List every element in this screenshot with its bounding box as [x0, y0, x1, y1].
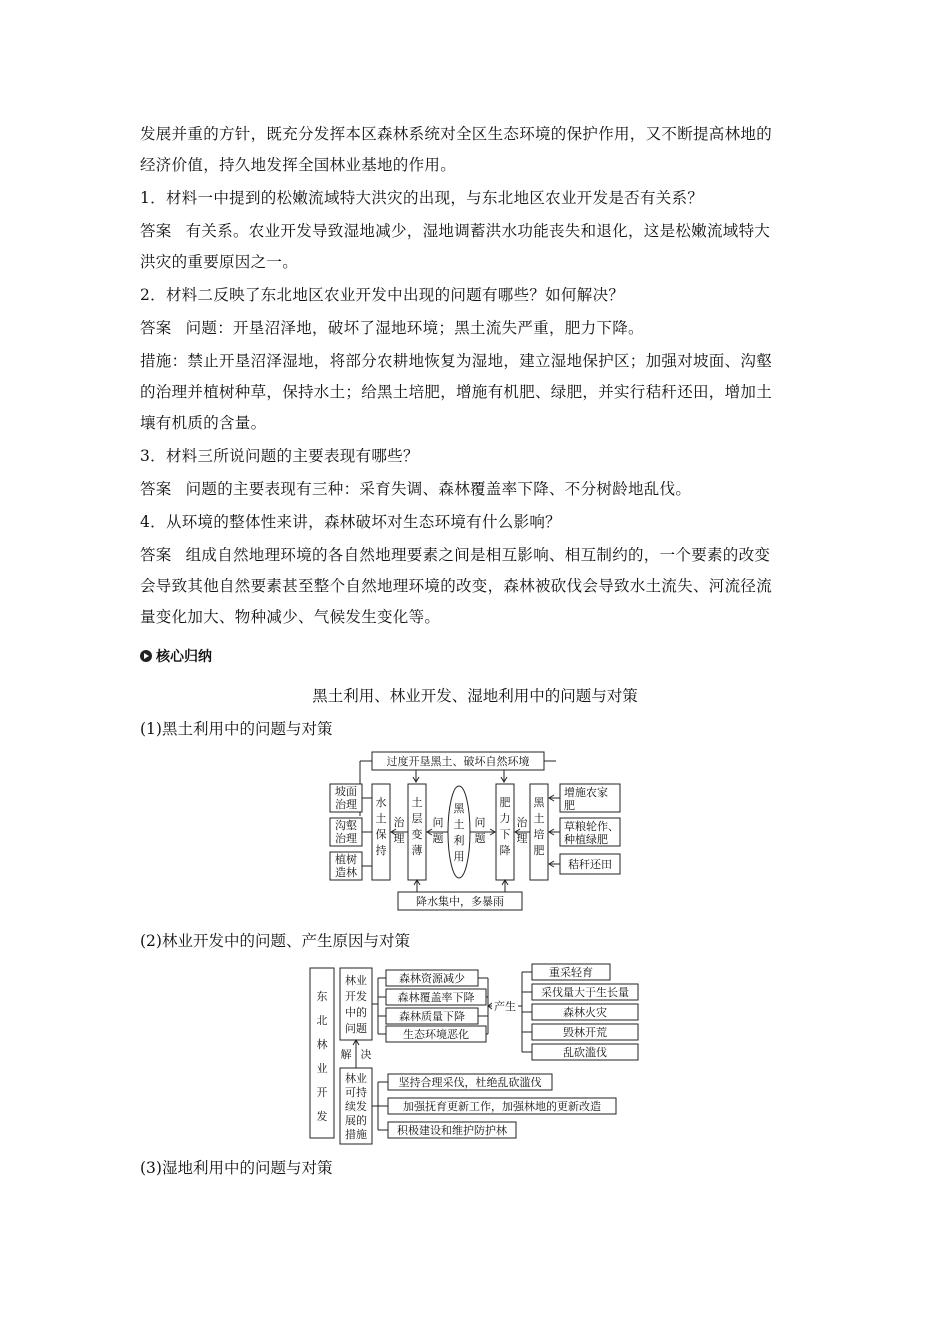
vert-char: 土	[375, 812, 387, 825]
vert-char: 问	[474, 816, 486, 829]
problem-text: 森林覆盖率下降	[397, 991, 475, 1004]
subheading-3: (3)湿地利用中的问题与对策	[140, 1159, 333, 1177]
answer-4	[140, 543, 812, 567]
right-item-line: 肥	[564, 799, 575, 812]
answer-4-cont: 会导致其他自然要素甚至整个自然地理环境的改变，森林被砍伐会导致水土流失、河流径流	[140, 577, 773, 595]
cause-text: 毁林开荒	[563, 1026, 607, 1039]
vert-char: 肥	[533, 844, 545, 857]
vert-char: 利	[453, 834, 465, 847]
problem-text: 森林质量下降	[399, 1010, 465, 1023]
vert-char: 用	[453, 850, 465, 863]
measure-text: 坚持合理采伐，杜绝乱砍滥伐	[398, 1076, 542, 1089]
answer-text: 有关系。农业开发导致湿地减少，湿地调蓄洪水功能丧失和退化，这是松嫩流域特大	[185, 222, 771, 240]
diagram-black-soil	[320, 746, 630, 921]
right-item-line: 草粮轮作、	[564, 820, 619, 833]
answer-text: 问题的主要表现有三种：采育失调、森林覆盖率下降、不分树龄地乱伐。	[185, 480, 692, 498]
right-item-line: 秸秆还田	[568, 858, 612, 871]
answer-2	[140, 316, 812, 340]
vert-char: 理	[516, 832, 528, 845]
left-item-line: 沟壑	[335, 819, 357, 832]
answer-label: 答案	[140, 319, 172, 337]
answer-label: 答案	[140, 480, 172, 498]
problem-text: 森林资源减少	[399, 972, 465, 985]
left-items	[330, 784, 362, 880]
answer-1-cont: 洪灾的重要原因之一。	[140, 253, 299, 271]
measure-text: 积极建设和维护防护林	[397, 1124, 507, 1137]
cause-text: 采伐量大于生长量	[541, 986, 629, 999]
answer-text: 问题：开垦沼泽地，破坏了湿地环境；黑土流失严重，肥力下降。	[185, 319, 644, 337]
measure-text: 加强抚育更新工作，加强林地的更新改造	[403, 1100, 601, 1113]
vert-char: 降	[499, 844, 511, 857]
left-item-line: 治理	[335, 798, 357, 811]
vert-char: 黑	[533, 796, 545, 809]
vert-char: 水	[375, 796, 387, 809]
diagram-forestry	[306, 960, 642, 1146]
vert-char: 黑	[453, 802, 465, 815]
answer-2-measures: 措施：禁止开垦沼泽湿地，将部分农耕地恢复为湿地，建立湿地保护区；加强对坡面、沟壑	[140, 352, 773, 370]
subheading-2: (2)林业开发中的问题、产生原因与对策	[140, 932, 410, 950]
measures-title-line: 续发	[345, 1100, 367, 1113]
vert-char: 发	[316, 1110, 328, 1123]
vert-char: 土	[411, 796, 423, 809]
vert-char: 力	[499, 812, 511, 825]
vert-char: 题	[474, 832, 486, 845]
vert-char: 东	[316, 990, 328, 1003]
right-item-line: 种植绿肥	[564, 833, 608, 846]
problems-title-line: 开发	[345, 990, 367, 1003]
vert-char: 北	[316, 1014, 328, 1027]
top-cause-text: 过度开垦黑土、破坏自然环境	[386, 755, 530, 768]
vert-char: 问	[432, 816, 444, 829]
cause-label: 产生	[494, 1000, 516, 1013]
left-item-line: 坡面	[335, 785, 357, 798]
vert-char: 变	[411, 828, 423, 841]
cause-text: 重采轻育	[549, 966, 593, 979]
answer-label: 答案	[140, 546, 172, 564]
measures-title-line: 措施	[345, 1128, 367, 1141]
vert-char: 下	[499, 828, 511, 841]
paragraph-line: 发展并重的方针，既充分发挥本区森林系统对全区生态环境的保护作用，又不断提高林地的	[140, 125, 773, 143]
bottom-cause-text: 降水集中，多暴雨	[416, 895, 504, 908]
answer-2-measures: 壤有机质的含量。	[140, 414, 267, 432]
vert-char: 理	[393, 832, 405, 845]
vert-char: 薄	[411, 844, 423, 857]
vert-char: 土	[533, 812, 545, 825]
left-item-line: 植树	[335, 853, 357, 866]
answer-3	[140, 477, 812, 501]
problem-text: 生态环境恶化	[403, 1028, 469, 1041]
left-item-line: 造林	[335, 866, 357, 879]
section-heading	[140, 646, 212, 666]
measures-title-line: 林业	[345, 1072, 367, 1085]
right-item-line: 增施农家	[564, 786, 608, 799]
answer-4-cont: 量变化加大、物种减少、气候发生变化等。	[140, 608, 441, 626]
answer-label: 答案	[140, 222, 172, 240]
problems-title-line: 中的	[345, 1006, 367, 1019]
vert-char: 层	[411, 812, 423, 825]
vert-char: 业	[316, 1062, 328, 1075]
question-2: 2．材料二反映了东北地区农业开发中出现的问题有哪些？如何解决？	[140, 286, 625, 304]
vert-char: 林	[316, 1038, 328, 1051]
solve-char: 解	[340, 1048, 352, 1061]
cause-text: 森林火灾	[563, 1006, 607, 1019]
problems-title-line: 林业	[345, 974, 367, 987]
paragraph-line: 经济价值，持久地发挥全国林业基地的作用。	[140, 156, 457, 174]
cause-text: 乱砍滥伐	[563, 1046, 607, 1059]
left-item-line: 治理	[335, 832, 357, 845]
vert-char: 开	[316, 1086, 328, 1099]
vert-char: 土	[453, 818, 465, 831]
question-1: 1．材料一中提到的松嫩流域特大洪灾的出现，与东北地区农业开发是否有关系？	[140, 189, 704, 207]
answer-text: 组成自然地理环境的各自然地理要素之间是相互影响、相互制约的，一个要素的改变	[185, 546, 771, 564]
summary-title: 黑土利用、林业开发、湿地利用中的问题与对策	[312, 687, 638, 705]
vert-char: 肥	[499, 796, 511, 809]
problems-title-line: 问题	[345, 1022, 367, 1035]
play-circle-icon	[140, 650, 152, 662]
vert-char: 题	[432, 832, 444, 845]
answer-2-measures: 的治理并植树种草，保持水土；给黑土培肥，增施有机肥、绿肥，并实行秸秆还田，增加土	[140, 383, 773, 401]
black-soil-use-ellipse	[448, 786, 470, 878]
question-3: 3．材料三所说问题的主要表现有哪些？	[140, 447, 419, 465]
vert-char: 培	[533, 828, 545, 841]
solve-char: 决	[360, 1048, 372, 1061]
section-heading-label: 核心归纳	[156, 649, 212, 665]
vert-char: 治	[516, 816, 528, 829]
vert-char: 持	[375, 844, 387, 857]
answer-1	[140, 219, 812, 243]
vert-char: 治	[393, 816, 405, 829]
subheading-1: (1)黑土利用中的问题与对策	[140, 720, 333, 738]
measures-title-line: 展的	[345, 1114, 367, 1127]
vert-char: 保	[375, 828, 387, 841]
measures-title-line: 可持	[345, 1086, 367, 1099]
question-4: 4．从环境的整体性来讲，森林破坏对生态环境有什么影响？	[140, 513, 561, 531]
